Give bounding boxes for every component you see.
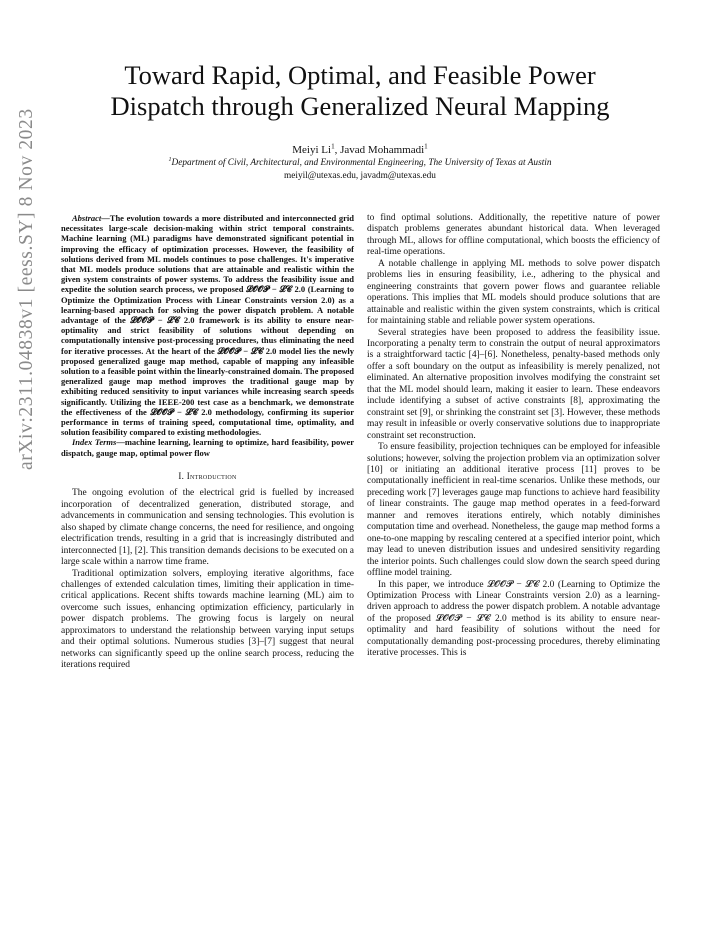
body-paragraph: to find optimal solutions. Additionally, the repetitive nature of power dispatch problems generates abundant historical data. When leveraged through ML, allows for offline computational, which boosts the efficiency of real-time operations. bbox=[367, 213, 660, 258]
section-heading-introduction: I. Introduction bbox=[178, 470, 237, 481]
index-terms bbox=[61, 437, 354, 457]
title-line-1: Toward Rapid, Optimal, and Feasible Power bbox=[124, 60, 596, 90]
affiliation-text: Department of Civil, Architectural, and Environmental Engineering, The University of Texas at Austin bbox=[171, 158, 552, 168]
title-line-2: Dispatch through Generalized Neural Mapping bbox=[110, 91, 610, 121]
index-terms-lead: Index Terms bbox=[72, 437, 117, 448]
author-1-sup: 1 bbox=[331, 142, 335, 151]
index-terms-text: —machine learning, learning to optimize, hard feasibility, power dispatch, gauge map, optimal power flow bbox=[61, 437, 354, 458]
affiliation-sup: 1 bbox=[168, 156, 172, 163]
abstract-text: —The evolution towards a more distributed and interconnected grid necessitates large-scale decision-making within strict temporal constraints. Machine learning (ML) paradigms have demonstrated significant potential in improving the efficacy of optimization processes. However, the feasibility of solutions derived from ML models continues to pose challenges. It's imperative that ML models produce solutions that are attainable and realistic within the given system constraints of power systems. To address the feasibility issue and expedite the solution search process, we proposed 𝓛𝓞𝓞𝓟 − 𝓛𝓒 2.0 (Learning to Optimize the Optimization Process with Linear Constraints version 2.0) as a learning-based approach for solving the power dispatch problem. A notable advantage of the 𝓛𝓞𝓞𝓟 − 𝓛𝓒 2.0 framework is its ability to ensure near-optimality and strict feasibility of solutions without depending on computationally intensive post-processing procedures, thus eliminating the need for iterative processes. At the heart of the 𝓛𝓞𝓞𝓟 − 𝓛𝓒 2.0 model lies the newly proposed generalized gauge map method, capable of mapping any infeasible solution to a feasible point within the linearly-constrained domain. The proposed generalized gauge map method improves the traditional gauge map by exhibiting reduced sensitivity to input variances while increasing search speeds significantly. Utilizing the IEEE-200 test case as a benchmark, we demonstrate the effectiveness of the 𝓛𝓞𝓞𝓟 − 𝓛𝓒 2.0 methodology, confirming its superior performance in terms of training speed, computational time, optimality, and solution feasibility compared to existing methodologies. bbox=[61, 213, 354, 438]
author-1: Meiyi Li bbox=[292, 144, 332, 156]
affiliation bbox=[40, 157, 680, 169]
author-emails: meiyil@utexas.edu, javadm@utexas.edu bbox=[284, 171, 436, 181]
abstract bbox=[61, 213, 354, 437]
left-column bbox=[61, 213, 354, 672]
right-column bbox=[367, 213, 660, 660]
authors bbox=[40, 144, 680, 157]
intro-paragraph: The ongoing evolution of the electrical grid is fuelled by increased incorporation of decentralized generation, distributed storage, and advancements in communication and sensing technologies. This evolution is also shaped by climate change concerns, the need for resilience, and ongoing electrification trends, resulting in a grid that is increasingly distributed and interconnected [1], [2]. This transition demands decisions to be executed on a large scale within a narrow time frame. bbox=[61, 488, 354, 568]
body-paragraph: A notable challenge in applying ML methods to solve power dispatch problems lies in ensuring feasibility, i.e., adhering to the physical and engineering constraints that govern power flows and guarantee reliable operations. This implies that ML models should produce solutions that are attainable and realistic within the given system constraints, which is critical for maintaining stable and reliable power system operations. bbox=[367, 258, 660, 327]
body-paragraph: To ensure feasibility, projection techniques can be employed for infeasible solutions; however, solving the projection problem via an optimization solver [10] or initiating an additional iterative process [11] proves to be computationally inefficient in real-time scenarios. Unlike these methods, our preceding work [7] leverages gauge map functions to achieve hard feasibility of linear constraints. The gauge map method operates in a feed-forward manner and removes iterations entirely, which notably diminishes computation time and overhead. Nonetheless, the gauge map method forms a one-to-one mapping by rescaling centered at a specified interior point, which may lead to uneven distribution issues and undesired sensitivity regarding the interior points. Such challenges could slow down the search speed during offline model training. bbox=[367, 442, 660, 579]
author-2: , Javad Mohammadi bbox=[334, 144, 425, 156]
body-paragraph: In this paper, we introduce 𝓛𝓞𝓞𝓟 − 𝓛𝓒 2.0 (Learning to Optimize the Optimization Process with Linear Constraints version 2.0) as a learning-driven approach to address the power dispatch problem. A notable advantage of the proposed 𝓛𝓞𝓞𝓟 − 𝓛𝓒 2.0 method is its ability to ensure near-optimality and hard feasibility of solutions without the need for computationally demanding post-processing procedures, thereby eliminating iterative processes. This is bbox=[367, 579, 660, 659]
arxiv-side-stamp: arXiv:2311.04838v1 [eess.SY] 8 Nov 2023 bbox=[16, 108, 37, 470]
body-paragraph: Several strategies have been proposed to address the feasibility issue. Incorporating a penalty term to constrain the output of neural approximators is a straightforward tactic [4]–[6]. Nonetheless, penalty-based methods only offer a soft boundary on the output as infeasibility is merely penalized, not eliminated. An alternative proposition involves modifying the constraint set that the ML model should learn, making it easier to learn. These endeavors include identifying a subset of active constraints [8], approximating the constraint set [9], or shrinking the constraint set [3]. However, these methods may result in infeasible or overly conservative solutions due to inappropriate constraint set reconstruction. bbox=[367, 327, 660, 441]
author-2-sup: 1 bbox=[424, 142, 428, 151]
paper-title bbox=[40, 60, 680, 122]
intro-paragraph: Traditional optimization solvers, employing iterative algorithms, face challenges of extended calculation times, limiting their application in time-critical applications. Recent shifts towards machine learning (ML) aim to overcome such issues, enhancing optimization efficiency, particularly in power dispatch problems. The growing focus is largely on neural approximators to understand the relationship between varying input setups and their optimal solutions. Numerous studies [3]–[7] suggest that neural networks can significantly speed up the online search process, reducing the iterations required bbox=[61, 568, 354, 671]
abstract-lead: Abstract bbox=[72, 213, 102, 223]
